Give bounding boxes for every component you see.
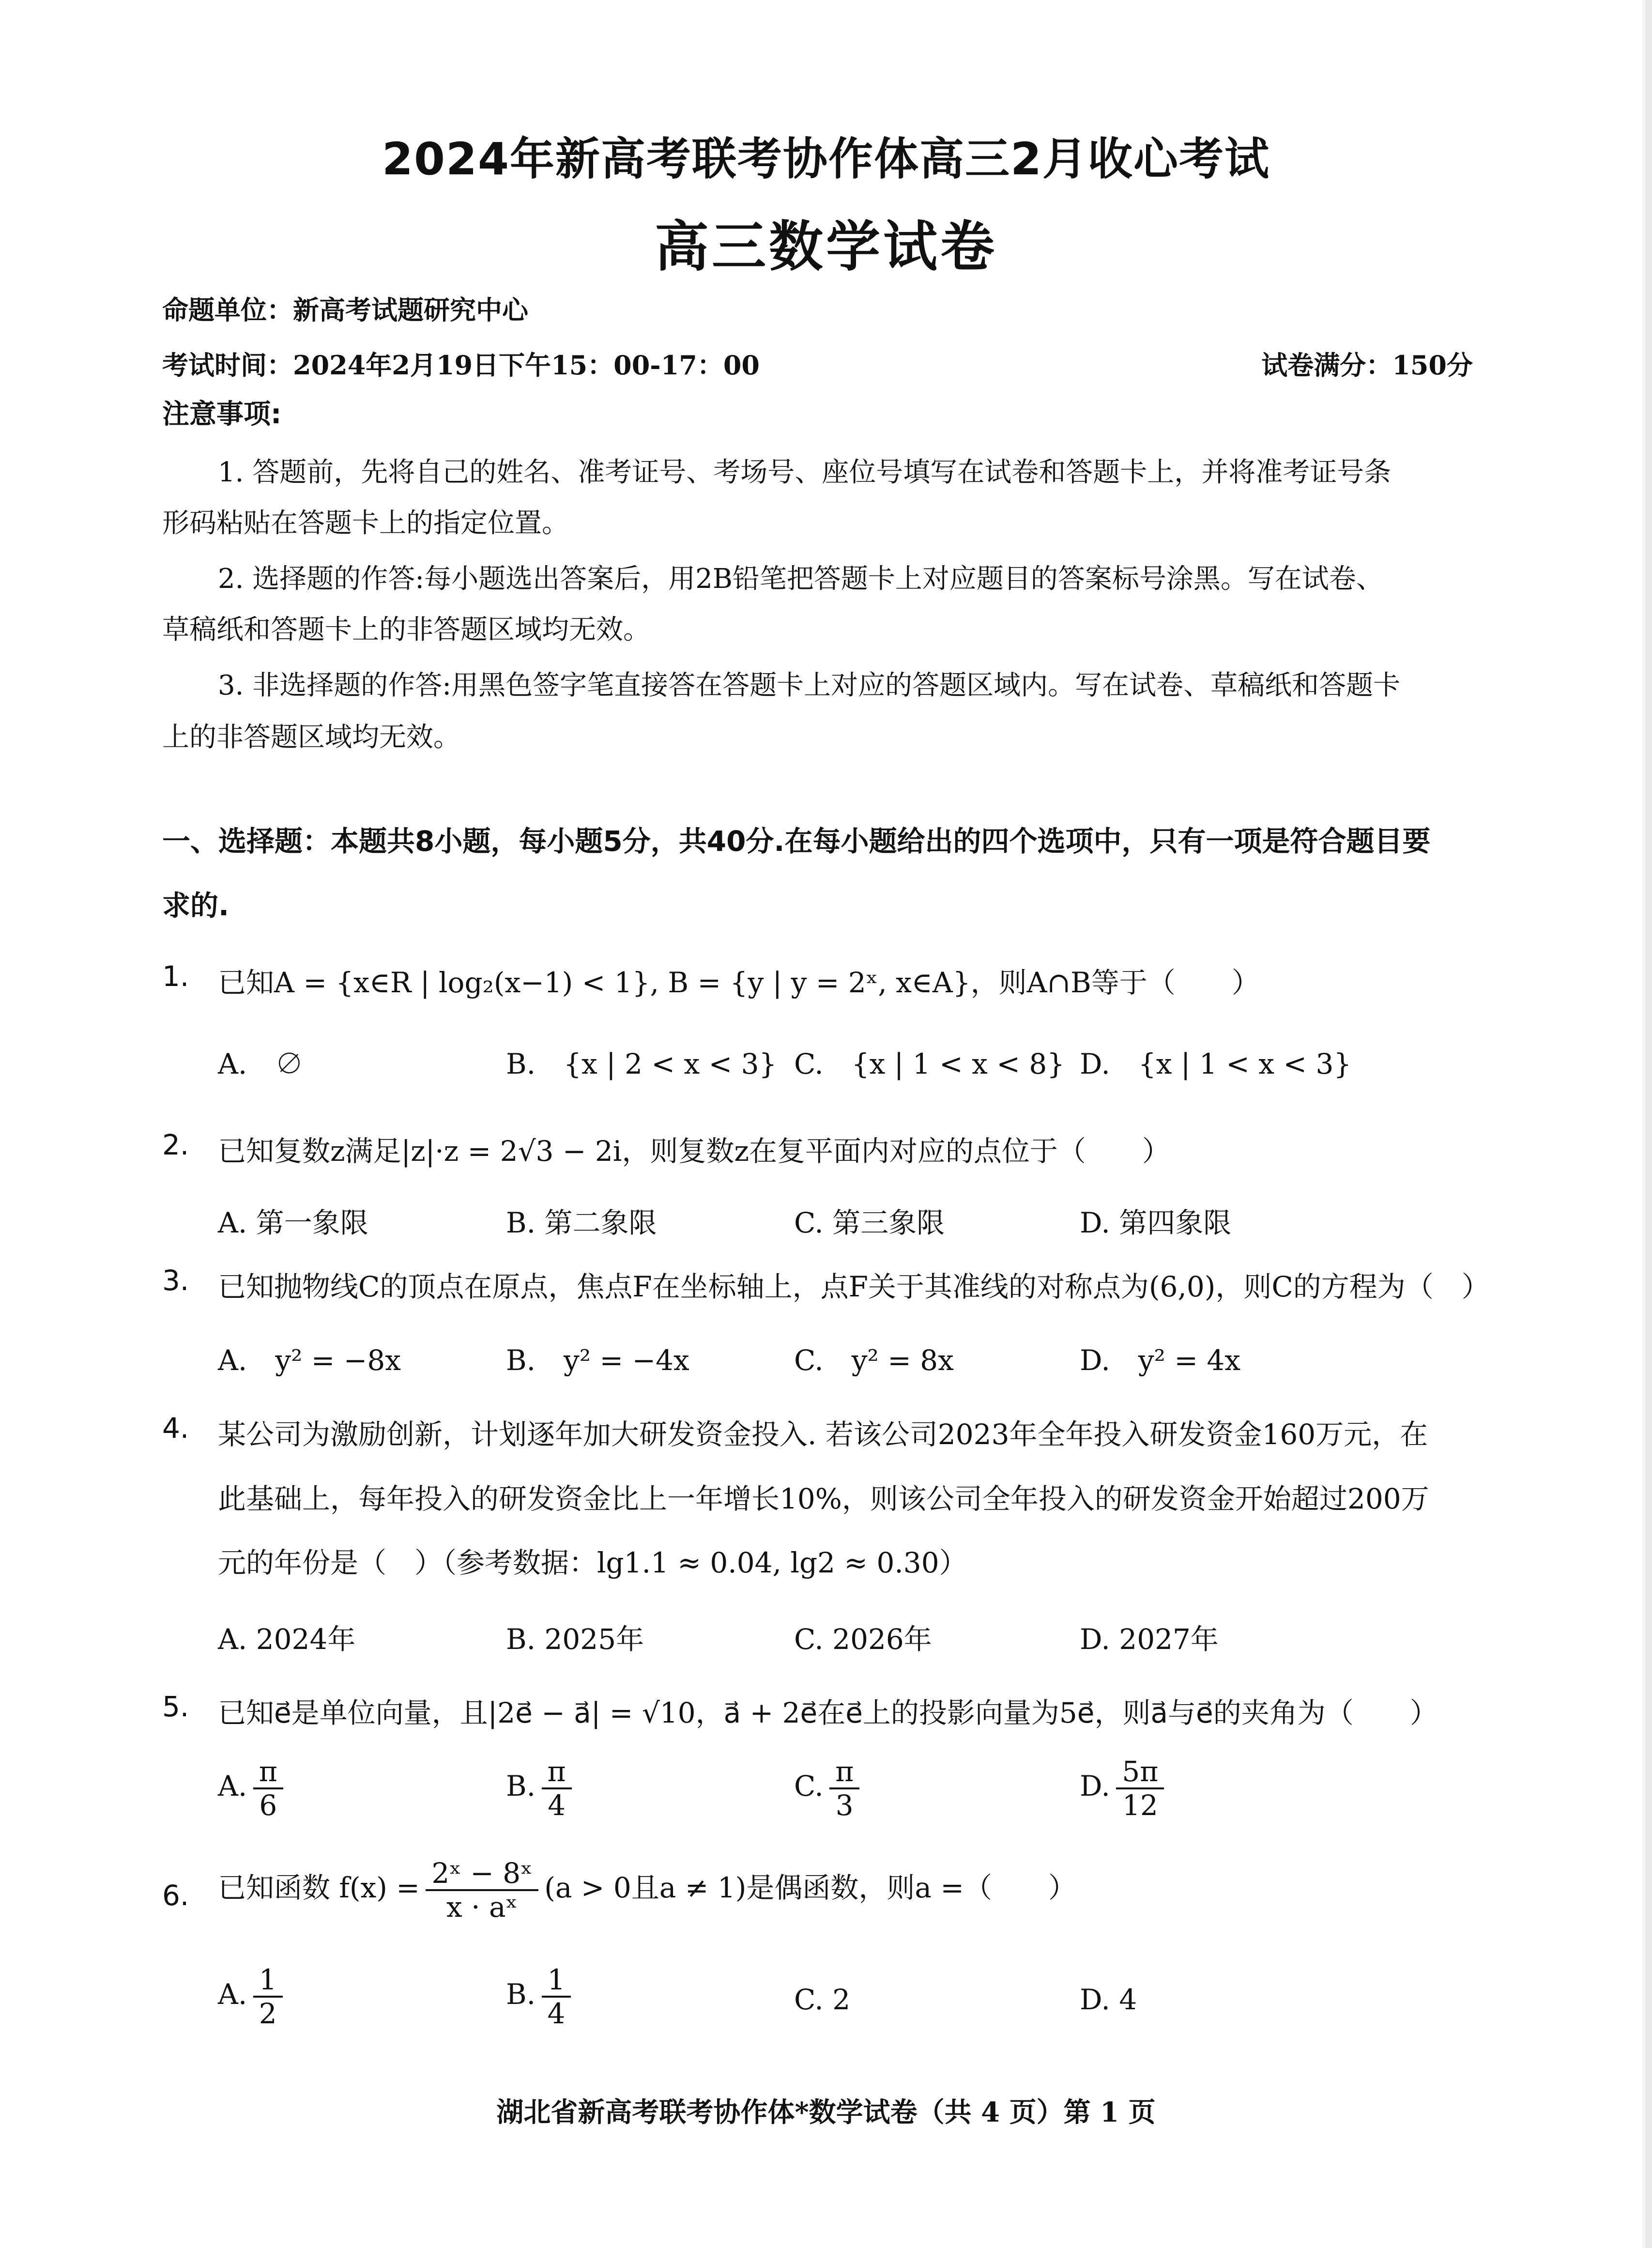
notice-heading: 注意事项:	[162, 399, 282, 430]
fraction-denominator: 4	[547, 1997, 566, 2030]
fraction	[256, 1755, 280, 1821]
option-label: A.	[218, 1978, 247, 2011]
notice-item1-line1: 1. 答题前，先将自己的姓名、准考证号、考场号、座位号填写在试卷和答题卡上，并将准考证号条	[218, 457, 1392, 488]
question-2-option-a: A. 第一象限	[218, 1206, 368, 1239]
question-number: 4.	[162, 1412, 189, 1445]
author-unit: 命题单位：新高考试题研究中心	[162, 294, 528, 325]
fraction	[545, 1755, 569, 1821]
question-3-option-b: B. y² = −4x	[506, 1344, 689, 1377]
scan-edge	[1645, 0, 1652, 2248]
notice-item3-line2: 上的非答题区域均无效。	[162, 722, 460, 753]
question-3-stem: 已知抛物线C的顶点在原点，焦点F在坐标轴上，点F关于其准线的对称点为(6,0)，则C的方程为（ ）	[218, 1270, 1490, 1303]
question-6-option-a	[218, 1964, 280, 2030]
page-footer: 湖北省新高考联考协作体*数学试卷（共 4 页）第 1 页	[496, 2096, 1156, 2128]
question-1-stem: 已知A = {x∈R | log₂(x−1) < 1}, B = {y | y = 2ˣ, x∈A}，则A∩B等于（ ）	[218, 966, 1260, 999]
fraction-numerator: 1	[259, 1963, 277, 1996]
question-1-option-d: D. {x | 1 < x < 3}	[1080, 1047, 1352, 1080]
question-6-stem	[218, 1857, 1076, 1923]
question-1-option-b: B. {x | 2 < x < 3}	[506, 1047, 777, 1080]
fraction	[256, 1964, 280, 2030]
question-6-option-c	[794, 1983, 850, 2016]
question-5-option-d	[1080, 1755, 1161, 1821]
question-number: 2.	[162, 1128, 189, 1161]
fraction-denominator: 12	[1122, 1789, 1158, 1822]
question-4-stem-line3: 元的年份是（ ）（参考数据：lg1.1 ≈ 0.04, lg2 ≈ 0.30）	[218, 1546, 967, 1579]
question-6-option-b	[506, 1964, 568, 2030]
fraction-numerator: π	[259, 1755, 277, 1788]
question-number: 3.	[162, 1264, 189, 1297]
question-6-stem-suffix: (a > 0且a ≠ 1)是偶函数，则a =（ ）	[544, 1871, 1076, 1905]
question-4-stem-line2: 此基础上，每年投入的研发资金比上一年增长10%，则该公司全年投入的研发资金开始超过200万	[218, 1482, 1429, 1515]
option-label: D.	[1080, 1983, 1110, 2016]
full-score: 试卷满分：150分	[1261, 350, 1473, 381]
exam-subtitle: 高三数学试卷	[655, 216, 997, 278]
question-2-option-d: D. 第四象限	[1080, 1206, 1232, 1239]
option-label: D.	[1080, 1770, 1110, 1803]
notice-item3-line1: 3. 非选择题的作答:用黑色签字笔直接答在答题卡上对应的答题区域内。写在试卷、草稿纸和答题卡	[218, 670, 1401, 701]
notice-item1-line2: 形码粘贴在答题卡上的指定位置。	[162, 508, 569, 539]
question-2-option-c: C. 第三象限	[794, 1206, 945, 1239]
question-4-option-a: A. 2024年	[218, 1623, 356, 1656]
question-2-option-b: B. 第二象限	[506, 1206, 657, 1239]
option-label: B.	[506, 1770, 536, 1803]
question-5-option-b	[506, 1755, 569, 1821]
fraction-numerator: 5π	[1122, 1755, 1159, 1788]
notice-item2-line2: 草稿纸和答题卡上的非答题区域均无效。	[162, 614, 650, 646]
question-5-option-a	[218, 1755, 280, 1821]
fraction-numerator: π	[547, 1755, 566, 1788]
question-number: 6.	[162, 1879, 189, 1912]
question-4-option-c: C. 2026年	[794, 1623, 932, 1656]
question-number: 5.	[162, 1690, 189, 1723]
question-3-option-d: D. y² = 4x	[1080, 1344, 1240, 1377]
option-label: A.	[218, 1770, 247, 1803]
option-value: 4	[1119, 1983, 1137, 2016]
question-5-option-c	[794, 1755, 857, 1821]
fraction-denominator: 6	[259, 1789, 277, 1822]
fraction	[428, 1857, 535, 1923]
option-label: C.	[794, 1983, 824, 2016]
fraction-denominator: 2	[259, 1997, 277, 2030]
question-5-stem: 已知e⃗是单位向量，且|2e⃗ − a⃗| = √10，a⃗ + 2e⃗在e⃗上的投影向量为5e⃗，则a⃗与e⃗的夹角为（ ）	[218, 1696, 1438, 1729]
fraction	[1119, 1755, 1161, 1821]
exam-time: 考试时间：2024年2月19日下午15：00-17：00	[162, 350, 760, 381]
notice-item2-line1: 2. 选择题的作答:每小题选出答案后，用2B铅笔把答题卡上对应题目的答案标号涂黑。写在试卷、	[218, 563, 1383, 595]
fraction	[832, 1755, 857, 1821]
question-6-stem-prefix: 已知函数 f(x) =	[218, 1871, 420, 1905]
question-4-stem-line1: 某公司为激励创新，计划逐年加大研发资金投入. 若该公司2023年全年投入研发资金160万元，在	[218, 1418, 1428, 1451]
question-1-option-c: C. {x | 1 < x < 8}	[794, 1047, 1065, 1080]
fraction-numerator: 1	[547, 1963, 566, 1996]
fraction-numerator: π	[835, 1755, 854, 1788]
question-3-option-a: A. y² = −8x	[218, 1344, 401, 1377]
exam-title: 2024年新高考联考协作体高三2月收心考试	[382, 133, 1270, 185]
fraction-numerator: 2ˣ − 8ˣ	[431, 1857, 533, 1890]
question-3-option-c: C. y² = 8x	[794, 1344, 954, 1377]
section-heading-line2: 求的.	[162, 889, 229, 922]
question-1-option-a: A. ∅	[218, 1047, 304, 1080]
fraction-denominator: 3	[835, 1789, 854, 1822]
fraction	[545, 1964, 568, 2030]
question-4-option-b: B. 2025年	[506, 1623, 644, 1656]
question-2-stem: 已知复数z满足|z|·z = 2√3 − 2i，则复数z在复平面内对应的点位于（ ）	[218, 1135, 1170, 1168]
question-6-option-d	[1080, 1983, 1137, 2016]
option-label: C.	[794, 1770, 824, 1803]
question-number: 1.	[162, 960, 189, 993]
fraction-denominator: x · aˣ	[446, 1891, 518, 1924]
option-value: 2	[832, 1983, 851, 2016]
section-heading-line1: 一、选择题：本题共8小题，每小题5分，共40分.在每小题给出的四个选项中，只有一项是符合题目要	[162, 825, 1431, 858]
option-label: B.	[506, 1978, 536, 2011]
fraction-denominator: 4	[548, 1789, 566, 1822]
question-4-option-d: D. 2027年	[1080, 1623, 1219, 1656]
